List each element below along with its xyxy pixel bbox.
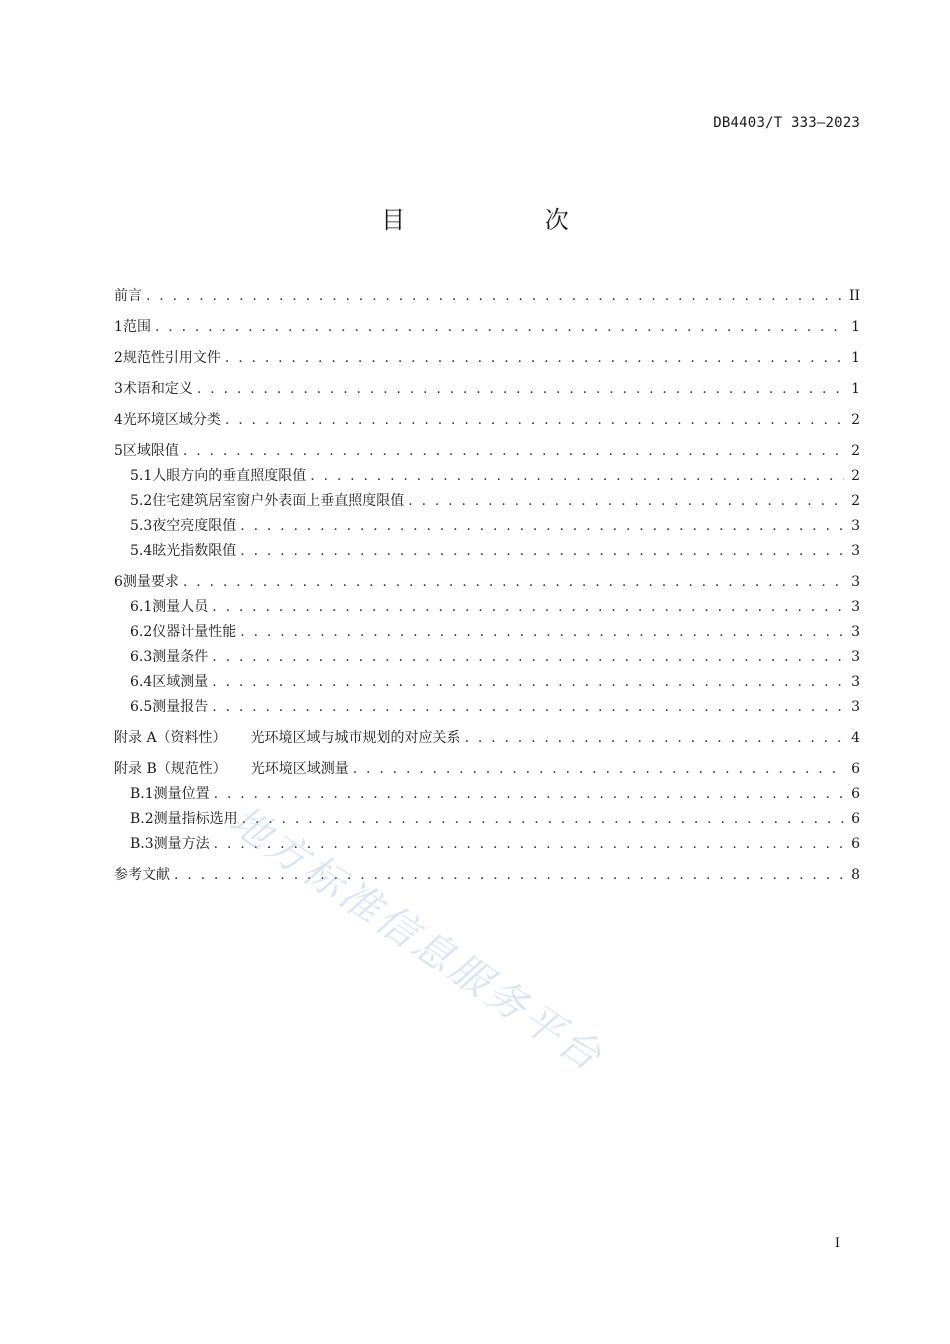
toc-entry[interactable] [114, 486, 860, 511]
toc-entry-page: 4 [851, 730, 860, 746]
toc-entry[interactable] [114, 536, 860, 561]
toc-entry-number: 6.5 [130, 699, 153, 715]
toc-dot-leader [146, 286, 844, 306]
toc-dot-leader [183, 441, 844, 461]
toc-dot-leader [212, 647, 844, 667]
toc-entry-page: 1 [851, 319, 860, 335]
toc-entry[interactable] [114, 667, 860, 692]
toc-entry-page: 3 [851, 699, 860, 715]
toc-entry-page: II [848, 288, 860, 304]
toc-entry-label: 区域测量 [152, 674, 209, 690]
toc-entry[interactable] [114, 567, 860, 592]
toc-dot-leader [353, 759, 844, 779]
toc-entry-number: B.1 [130, 786, 154, 802]
toc-entry-page: 6 [851, 811, 860, 827]
toc-entry-label: 范围 [122, 319, 151, 335]
toc-entry[interactable] [114, 312, 860, 337]
toc-entry[interactable] [114, 692, 860, 717]
toc-entry-label: 测量人员 [152, 599, 209, 615]
toc-entry-page: 3 [851, 649, 860, 665]
toc-dot-leader [240, 622, 844, 642]
toc-dot-leader [155, 317, 844, 337]
toc-entry-label: 测量条件 [152, 649, 209, 665]
toc-entry-number: 5.3 [130, 518, 153, 534]
toc-title: 目 次 [381, 206, 635, 234]
toc-entry[interactable] [114, 343, 860, 368]
toc-dot-leader [212, 697, 844, 717]
toc-entry-number: 5.1 [130, 468, 153, 484]
toc-entry-label: 术语和定义 [122, 381, 193, 397]
toc-dot-leader [225, 410, 844, 430]
toc-entry-label: 区域限值 [122, 443, 179, 459]
page-number: I [834, 1236, 840, 1251]
toc-entry-label: 住宅建筑居室窗户外表面上垂直照度限值 [152, 493, 405, 509]
toc-entry-label: 测量位置 [153, 786, 210, 802]
watermark: 地方标准信息服务平台 [221, 797, 612, 1082]
toc-entry-page: 6 [851, 786, 860, 802]
toc-entry-number: 6.4 [130, 674, 153, 690]
table-of-contents [114, 281, 860, 885]
toc-entry[interactable] [114, 436, 860, 461]
toc-dot-leader [212, 597, 844, 617]
toc-entry[interactable] [114, 642, 860, 667]
document-code: DB4403/T 333—2023 [713, 115, 860, 131]
toc-dot-leader [240, 516, 844, 536]
toc-dot-leader [242, 809, 844, 829]
toc-entry-number: 附录 A（资料性） [114, 730, 227, 746]
toc-entry-label: 光环境区域分类 [122, 412, 221, 428]
toc-dot-leader [212, 672, 844, 692]
toc-entry-number: 5.4 [130, 543, 153, 559]
toc-entry-page: 2 [851, 493, 860, 509]
toc-entry[interactable] [114, 281, 860, 306]
toc-entry-page: 6 [851, 836, 860, 852]
toc-entry-number: 附录 B（规范性） [114, 761, 227, 777]
toc-dot-leader [408, 491, 844, 511]
toc-entry-number: 3 [114, 381, 123, 397]
toc-entry-number: 5 [114, 443, 123, 459]
toc-entry-number: 6 [114, 574, 123, 590]
toc-dot-leader [174, 865, 844, 885]
toc-entry[interactable] [114, 779, 860, 804]
toc-entry-label: 光环境区域与城市规划的对应关系 [250, 730, 461, 746]
toc-entry-number: 6.1 [130, 599, 153, 615]
toc-entry-page: 2 [851, 468, 860, 484]
toc-dot-leader [214, 834, 844, 854]
toc-entry[interactable] [114, 405, 860, 430]
toc-entry-label: 眩光指数限值 [152, 543, 237, 559]
toc-entry[interactable] [114, 511, 860, 536]
toc-entry[interactable] [114, 754, 860, 779]
toc-dot-leader [240, 541, 844, 561]
toc-entry-number: 4 [114, 412, 123, 428]
toc-entry-label: 夜空亮度限值 [152, 518, 237, 534]
toc-entry-number: 2 [114, 350, 123, 366]
toc-entry-page: 3 [851, 624, 860, 640]
toc-entry-label: 参考文献 [114, 867, 170, 883]
toc-entry[interactable] [114, 617, 860, 642]
toc-entry[interactable] [114, 860, 860, 885]
toc-entry-label: 光环境区域测量 [250, 761, 349, 777]
toc-entry-page: 3 [851, 543, 860, 559]
toc-entry-page: 3 [851, 599, 860, 615]
toc-dot-leader [183, 572, 844, 592]
toc-entry[interactable] [114, 592, 860, 617]
toc-entry-page: 3 [851, 518, 860, 534]
toc-entry[interactable] [114, 829, 860, 854]
toc-entry-page: 2 [851, 443, 860, 459]
toc-entry[interactable] [114, 804, 860, 829]
toc-entry-label: 测量指标选用 [153, 811, 238, 827]
toc-dot-leader [225, 348, 844, 368]
toc-entry[interactable] [114, 723, 860, 748]
toc-entry-page: 3 [851, 674, 860, 690]
toc-entry[interactable] [114, 461, 860, 486]
toc-dot-leader [197, 379, 844, 399]
toc-entry-label: 人眼方向的垂直照度限值 [152, 468, 307, 484]
toc-entry-label: 仪器计量性能 [152, 624, 237, 640]
toc-entry-label: 测量报告 [152, 699, 209, 715]
toc-entry-number: 5.2 [130, 493, 153, 509]
toc-entry[interactable] [114, 374, 860, 399]
toc-entry-label: 前言 [114, 288, 142, 304]
toc-entry-number: 6.2 [130, 624, 153, 640]
toc-entry-number: B.3 [130, 836, 154, 852]
toc-dot-leader [465, 728, 844, 748]
toc-dot-leader [214, 784, 844, 804]
toc-entry-page: 1 [851, 350, 860, 366]
toc-entry-label: 规范性引用文件 [122, 350, 221, 366]
toc-entry-page: 6 [851, 761, 860, 777]
toc-entry-number: 6.3 [130, 649, 153, 665]
toc-entry-page: 3 [851, 574, 860, 590]
toc-entry-page: 1 [851, 381, 860, 397]
toc-entry-number: B.2 [130, 811, 154, 827]
toc-entry-label: 测量方法 [153, 836, 210, 852]
toc-entry-page: 2 [851, 412, 860, 428]
toc-dot-leader [310, 466, 844, 486]
toc-entry-number: 1 [114, 319, 123, 335]
toc-entry-page: 8 [851, 867, 860, 883]
toc-entry-label: 测量要求 [122, 574, 179, 590]
